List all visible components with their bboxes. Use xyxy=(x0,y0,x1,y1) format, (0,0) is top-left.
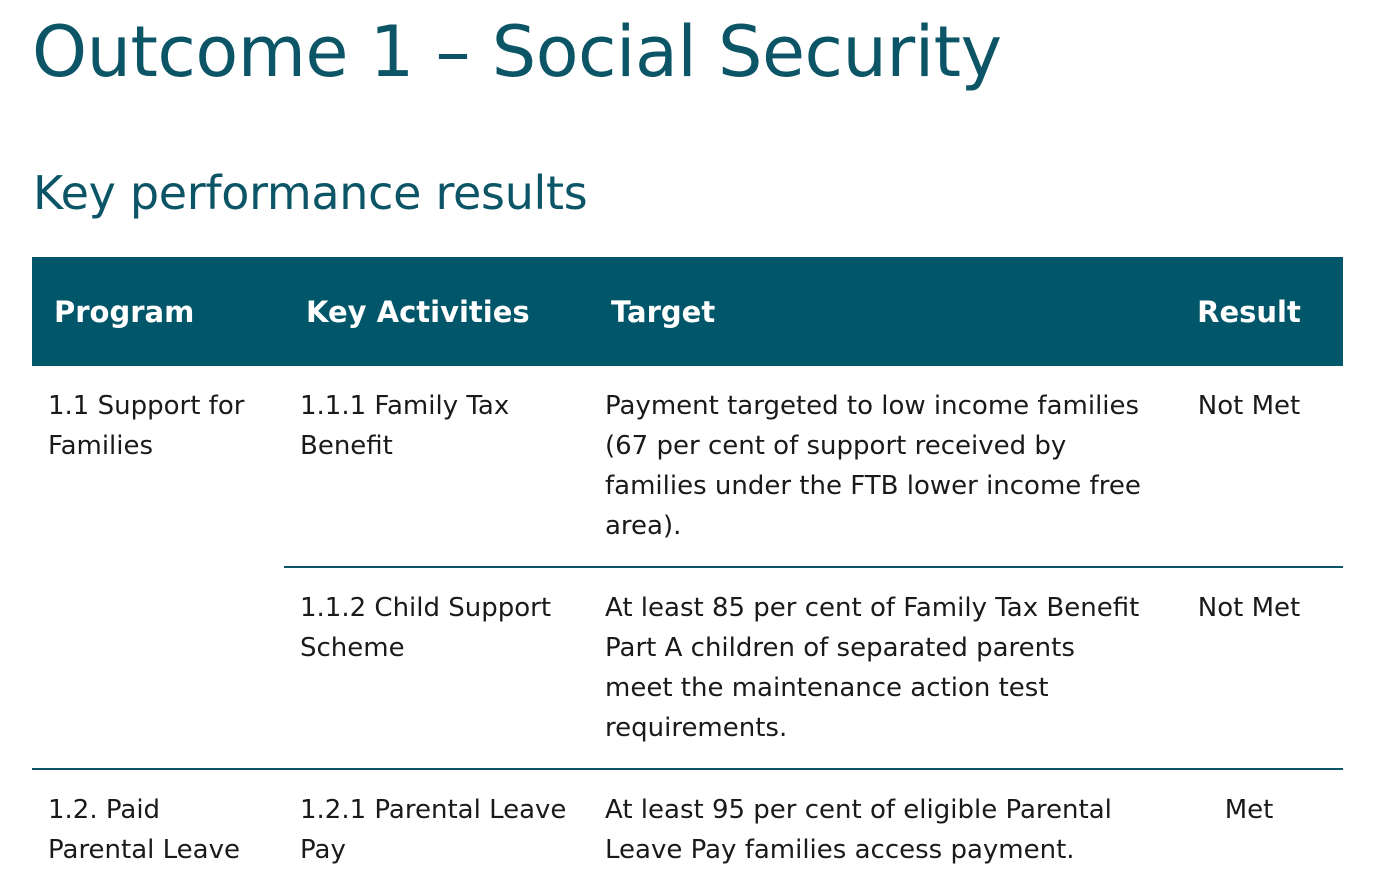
key-performance-results-table xyxy=(32,257,1343,890)
result-cell: Not Met xyxy=(1197,593,1301,623)
table-row xyxy=(32,769,1343,890)
target-cell: At least 85 per cent of Family Tax Benefit Part A children of separated parents meet the maintenance action test requirements. xyxy=(605,593,1140,743)
column-header-program: Program xyxy=(32,257,284,366)
page-title: Outcome 1 – Social Security xyxy=(32,11,1002,93)
column-header-result: Result xyxy=(1155,257,1343,366)
result-cell: Not Met xyxy=(1155,366,1343,567)
table-header xyxy=(32,257,1343,366)
table-body xyxy=(32,366,1343,890)
result-cell: Met xyxy=(1155,769,1343,890)
activity-cell: 1.1.1 Family Tax Benefit xyxy=(284,366,589,567)
target-cell: At least 95 per cent of eligible Parental Leave Pay families access payment. xyxy=(589,769,1155,890)
program-cell: 1.2. Paid Parental Leave xyxy=(32,769,284,890)
table-header-row xyxy=(32,257,1343,366)
section-title: Key performance results xyxy=(33,166,588,220)
target-cell: Payment targeted to low income families (67 per cent of support received by families under the FTB lower income free area). xyxy=(589,366,1155,567)
program-cell: 1.1 Support for Families xyxy=(48,391,245,461)
activity-cell: 1.2.1 Parental Leave Pay xyxy=(284,769,589,890)
activity-cell: 1.1.2 Child Support Scheme xyxy=(300,593,552,663)
column-header-target: Target xyxy=(589,257,1155,366)
column-header-key-activities: Key Activities xyxy=(284,257,589,366)
table-row xyxy=(32,366,1343,567)
